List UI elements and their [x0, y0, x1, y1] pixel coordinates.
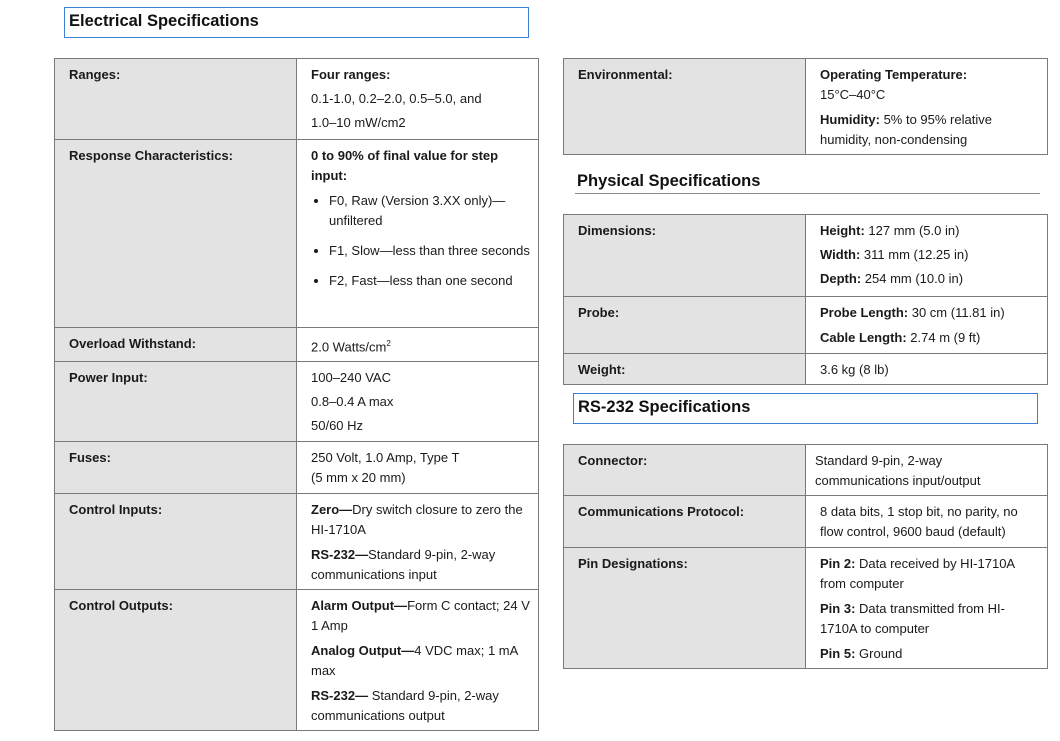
list-item: • F1, Slow—less than three seconds — [329, 241, 530, 261]
alarm-output-text: Form C contact; 24 V 1 Amp — [311, 598, 530, 634]
table-row-response — [55, 140, 539, 328]
pin2-text: Data received by HI-1710A from computer — [820, 556, 1015, 591]
control-outputs-label: Control Outputs: — [55, 590, 297, 731]
width-title: Width: — [820, 247, 861, 262]
cable-length-title: Cable Length: — [820, 330, 907, 345]
table-row-weight — [564, 354, 1048, 385]
electrical-specifications-table — [54, 58, 539, 731]
ranges-label: Ranges: — [55, 59, 297, 140]
table-row-control-inputs — [55, 494, 539, 590]
table-row-overload — [55, 328, 539, 362]
fuses-line1: 250 Volt, 1.0 Amp, Type T — [311, 450, 460, 466]
analog-output-title: Analog Output— — [311, 643, 415, 659]
humidity-title: Humidity: — [820, 112, 880, 127]
fuses-value — [297, 442, 539, 494]
environmental-table — [563, 58, 1048, 155]
height-value: 127 mm (5.0 in) — [864, 223, 960, 238]
electrical-specifications-heading — [64, 7, 529, 38]
probe-length-value: 30 cm (11.81 in) — [908, 305, 1005, 320]
analog-output-text: 4 VDC max; 1 mA max — [311, 643, 518, 679]
probe-label: Probe: — [564, 297, 806, 354]
table-row-ranges — [55, 59, 539, 140]
probe-length-title: Probe Length: — [820, 305, 909, 320]
rs232-input-text: Standard 9-pin, 2-way communications input — [311, 547, 496, 583]
humidity-value: 5% to 95% relative humidity, non-condensing — [820, 112, 992, 147]
rs232-heading-text: RS-232 Specifications — [578, 398, 751, 416]
table-row-fuses — [55, 442, 539, 494]
weight-value: 3.6 kg (8 lb) — [806, 354, 1048, 385]
height-title: Height: — [820, 223, 865, 238]
pins-label: Pin Designations: — [564, 548, 806, 669]
physical-specifications-table — [563, 214, 1048, 385]
list-item: • F2, Fast—less than one second — [329, 271, 530, 291]
physical-specifications-heading — [575, 172, 1040, 194]
overload-label: Overload Withstand: — [55, 328, 297, 362]
overload-sup: 2 — [386, 339, 391, 348]
environmental-value — [806, 59, 1048, 155]
table-row-pins — [564, 548, 1048, 669]
table-row-probe — [564, 297, 1048, 354]
fuses-label: Fuses: — [55, 442, 297, 494]
ranges-value — [297, 59, 539, 140]
connector-value: Standard 9-pin, 2-way communications input/output — [806, 445, 1048, 496]
width-value: 311 mm (12.25 in) — [860, 247, 969, 262]
rs232-specifications-heading — [573, 393, 1038, 424]
connector-label: Connector: — [564, 445, 806, 496]
table-row-environmental — [564, 59, 1048, 155]
pin5-title: Pin 5: — [820, 646, 856, 661]
probe-value — [806, 297, 1048, 354]
power-line3: 50/60 Hz — [311, 418, 364, 434]
operating-temp-value: 15°C–40°C — [820, 87, 886, 102]
protocol-value: 8 data bits, 1 stop bit, no parity, no flow control, 9600 baud (default) — [806, 496, 1048, 548]
ranges-line2: 1.0–10 mW/cm2 — [311, 115, 406, 130]
electrical-heading-text: Electrical Specifications — [69, 12, 259, 30]
control-outputs-value — [297, 590, 539, 731]
table-row-power — [55, 362, 539, 442]
table-row-dimensions — [564, 215, 1048, 297]
rs232-specifications-table — [563, 444, 1048, 669]
power-label: Power Input: — [55, 362, 297, 442]
control-inputs-label: Control Inputs: — [55, 494, 297, 590]
fuses-line2: (5 mm x 20 mm) — [311, 470, 406, 486]
pins-value — [806, 548, 1048, 669]
environmental-label: Environmental: — [564, 59, 806, 155]
alarm-output-title: Alarm Output— — [311, 598, 408, 614]
response-label: Response Characteristics: — [55, 140, 297, 328]
weight-label: Weight: — [564, 354, 806, 385]
pin3-text: Data transmitted from HI-1710A to computer — [820, 601, 1005, 636]
table-row-control-outputs — [55, 590, 539, 731]
table-row-protocol — [564, 496, 1048, 548]
depth-title: Depth: — [820, 271, 862, 286]
power-line1: 100–240 VAC — [311, 370, 391, 386]
table-row-connector — [564, 445, 1048, 496]
operating-temp-title: Operating Temperature: — [820, 67, 968, 82]
physical-heading-text: Physical Specifications — [577, 172, 761, 190]
response-bullet-list — [311, 191, 530, 291]
dimensions-value — [806, 215, 1048, 297]
cable-length-value: 2.74 m (9 ft) — [906, 330, 981, 345]
overload-value — [297, 328, 539, 362]
rs232-output-text: Standard 9-pin, 2-way communications output — [311, 688, 499, 724]
pin3-title: Pin 3: — [820, 601, 856, 616]
power-value — [297, 362, 539, 442]
zero-text: Dry switch closure to zero the HI-1710A — [311, 502, 523, 538]
dimensions-label: Dimensions: — [564, 215, 806, 297]
rs232-output-title: RS-232— — [311, 688, 369, 704]
response-value — [297, 140, 539, 328]
zero-title: Zero— — [311, 502, 353, 518]
depth-value: 254 mm (10.0 in) — [861, 271, 964, 286]
power-line2: 0.8–0.4 A max — [311, 394, 394, 410]
ranges-line1: 0.1-1.0, 0.2–2.0, 0.5–5.0, and — [311, 91, 482, 106]
rs232-input-title: RS-232— — [311, 547, 369, 563]
ranges-title: Four ranges: — [311, 67, 391, 82]
overload-text: 2.0 Watts/cm — [311, 339, 387, 355]
list-item: • F0, Raw (Version 3.XX only)—unfiltered — [329, 191, 530, 231]
pin2-title: Pin 2: — [820, 556, 856, 571]
response-title: 0 to 90% of final value for step input: — [311, 148, 499, 183]
pin5-text: Ground — [855, 646, 903, 661]
control-inputs-value — [297, 494, 539, 590]
protocol-label: Communications Protocol: — [564, 496, 806, 548]
